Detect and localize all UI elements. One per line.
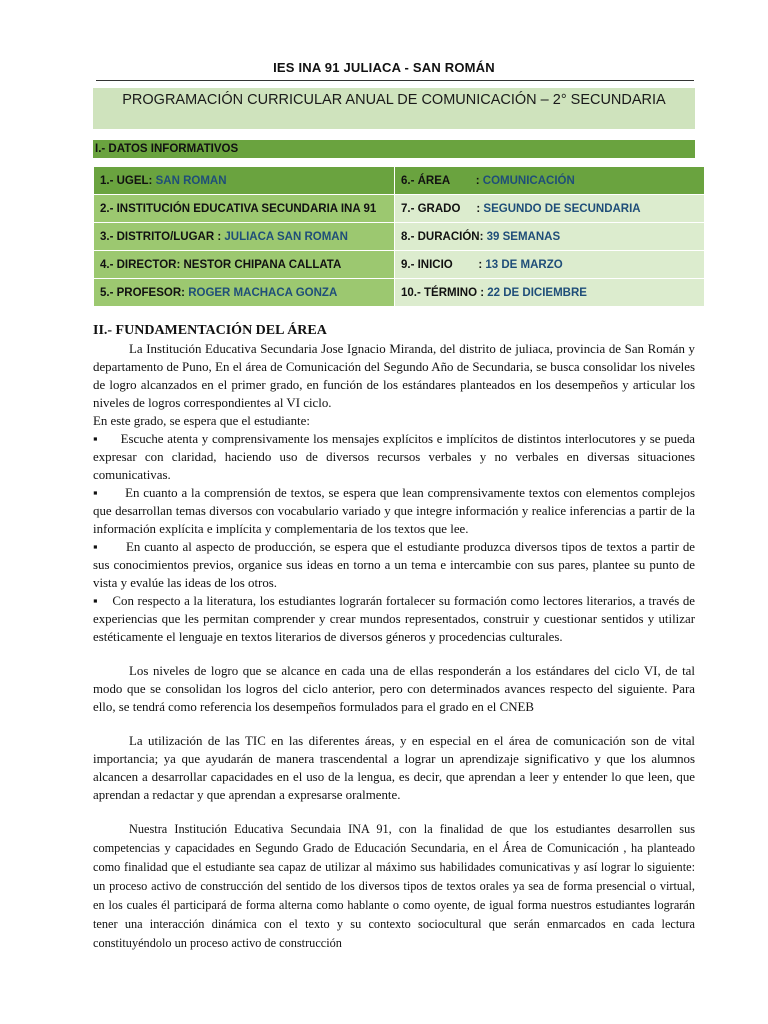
paragraph: La utilización de las TIC en las diferentes áreas, y en especial en el área de comunicación son de vital importancia; ya que ayudarán de manera trascendental a lograr un aprendizaje significativo y que los alumnos alcancen a desarrollar capacidades en el uso de la lengua, es decir, que aprendan a leer y entender lo que leen, que aprendan a redactar y que aprendan a expresarse oralmente. xyxy=(93,734,695,802)
paragraph: Los niveles de logro que se alcance en cada una de ellas responderán a los estándares del ciclo VI, de tal modo que se consolidan los logros del ciclo anterior, pero con determinados avances respecto del siguiente. Para ello, se tendrá como referencia los desempeños formulados para el grado en el CNEB xyxy=(93,664,695,714)
info-row xyxy=(94,223,705,251)
section-fundamentacion-heading: II.- FUNDAMENTACIÓN DEL ÁREA xyxy=(93,323,327,338)
info-cell-area: 6.- ÁREA : COMUNICACIÓN xyxy=(395,167,705,195)
paragraph: La Institución Educativa Secundaria Jose Ignacio Miranda, del distrito de juliaca, provincia de San Román y departamento de Puno, En el área de Comunicación del Segundo Año de Secundaria, se busca consolidar los niveles de logro alcanzados en el primer grado, en función de los estándares planteados en los desempeños y articular los niveles de logros correspondientes al VI ciclo. xyxy=(93,342,695,410)
paragraph: Nuestra Institución Educativa Secundaia INA 91, con la finalidad de que los estudiantes desarrollen sus competencias y capacidades en Segundo Grado de Educación Secundaria, en el Área de Comunicación , ha planteado como finalidad que el estudiante sea capaz de utilizar al máximo sus habilidades comunicativas y así lograr lo siguiente: un proceso activo de construcción del sentido de los diversos tipos de textos orales ya sea de forma presencial o virtual, en los cuales él participará de forma alterna como hablante o como oyente, de igual forma nuestros estudiantes lograrán tener una interacción dinámica con el texto y su contexto sociocultural que serán enmarcados en cada lectura constituyéndolo un proceso activo de construcción xyxy=(93,822,695,950)
info-cell-director: 4.- DIRECTOR: NESTOR CHIPANA CALLATA xyxy=(94,251,395,279)
spacer xyxy=(93,646,695,662)
info-cell-grado: 7.- GRADO : SEGUNDO DE SECUNDARIA xyxy=(395,195,705,223)
info-cell-termino: 10.- TÉRMINO : 22 DE DICIEMBRE xyxy=(395,279,705,307)
bullet-item: ▪ Con respecto a la literatura, los estudiantes lograrán fortalecer su formación como lectores literarios, a través de experiencias que les permitan comprender y crear mundos representados, construir y cuestionar sentidos y utilizar estéticamente el lenguaje en textos literarios de diversos géneros y procedencias culturales. xyxy=(93,594,695,644)
info-cell-ugel: 1.- UGEL: SAN ROMAN xyxy=(94,167,395,195)
bullet-item: ▪ Escuche atenta y comprensivamente los mensajes explícitos e implícitos de distintos interlocutores y se pueda expresar con claridad, haciendo uso de diversos recursos verbales y no verbales en diversas situaciones comunicativas. xyxy=(93,432,695,482)
header-rule xyxy=(96,80,694,81)
section-datos-informativos: I.- DATOS INFORMATIVOS xyxy=(93,140,695,158)
spacer xyxy=(93,804,695,820)
bullet-item: ▪ En cuanto a la comprensión de textos, se espera que lean comprensivamente textos con elementos complejos que desarrollan temas diversos con vocabulario variado y que integre información y realice inferencias a partir de la información explícita e implícita y complementaria de los textos que lee. xyxy=(93,486,695,536)
info-cell-inicio: 9.- INICIO : 13 DE MARZO xyxy=(395,251,705,279)
info-row xyxy=(94,167,705,195)
document-title: PROGRAMACIÓN CURRICULAR ANUAL DE COMUNICACIÓN – 2° SECUNDARIA xyxy=(93,88,695,129)
document-body xyxy=(93,321,695,953)
document-header: IES INA 91 JULIACA - SAN ROMÁN xyxy=(273,60,495,75)
info-cell-distrito: 3.- DISTRITO/LUGAR : JULIACA SAN ROMAN xyxy=(94,223,395,251)
paragraph: En este grado, se espera que el estudiante: xyxy=(93,414,310,428)
info-cell-profesor: 5.- PROFESOR: ROGER MACHACA GONZA xyxy=(94,279,395,307)
info-row xyxy=(94,279,705,307)
info-row xyxy=(94,251,705,279)
spacer xyxy=(93,716,695,732)
info-table xyxy=(93,166,705,307)
info-cell-institucion: 2.- INSTITUCIÓN EDUCATIVA SECUNDARIA INA 91 xyxy=(94,195,395,223)
info-row xyxy=(94,195,705,223)
bullet-item: ▪ En cuanto al aspecto de producción, se espera que el estudiante produzca diversos tipos de textos a partir de sus conocimientos previos, organice sus ideas en torno a un tema e intercambie con sus pares, plantee su punto de vista y evalúe las ideas de los otros. xyxy=(93,540,695,590)
info-cell-duracion: 8.- DURACIÓN: 39 SEMANAS xyxy=(395,223,705,251)
